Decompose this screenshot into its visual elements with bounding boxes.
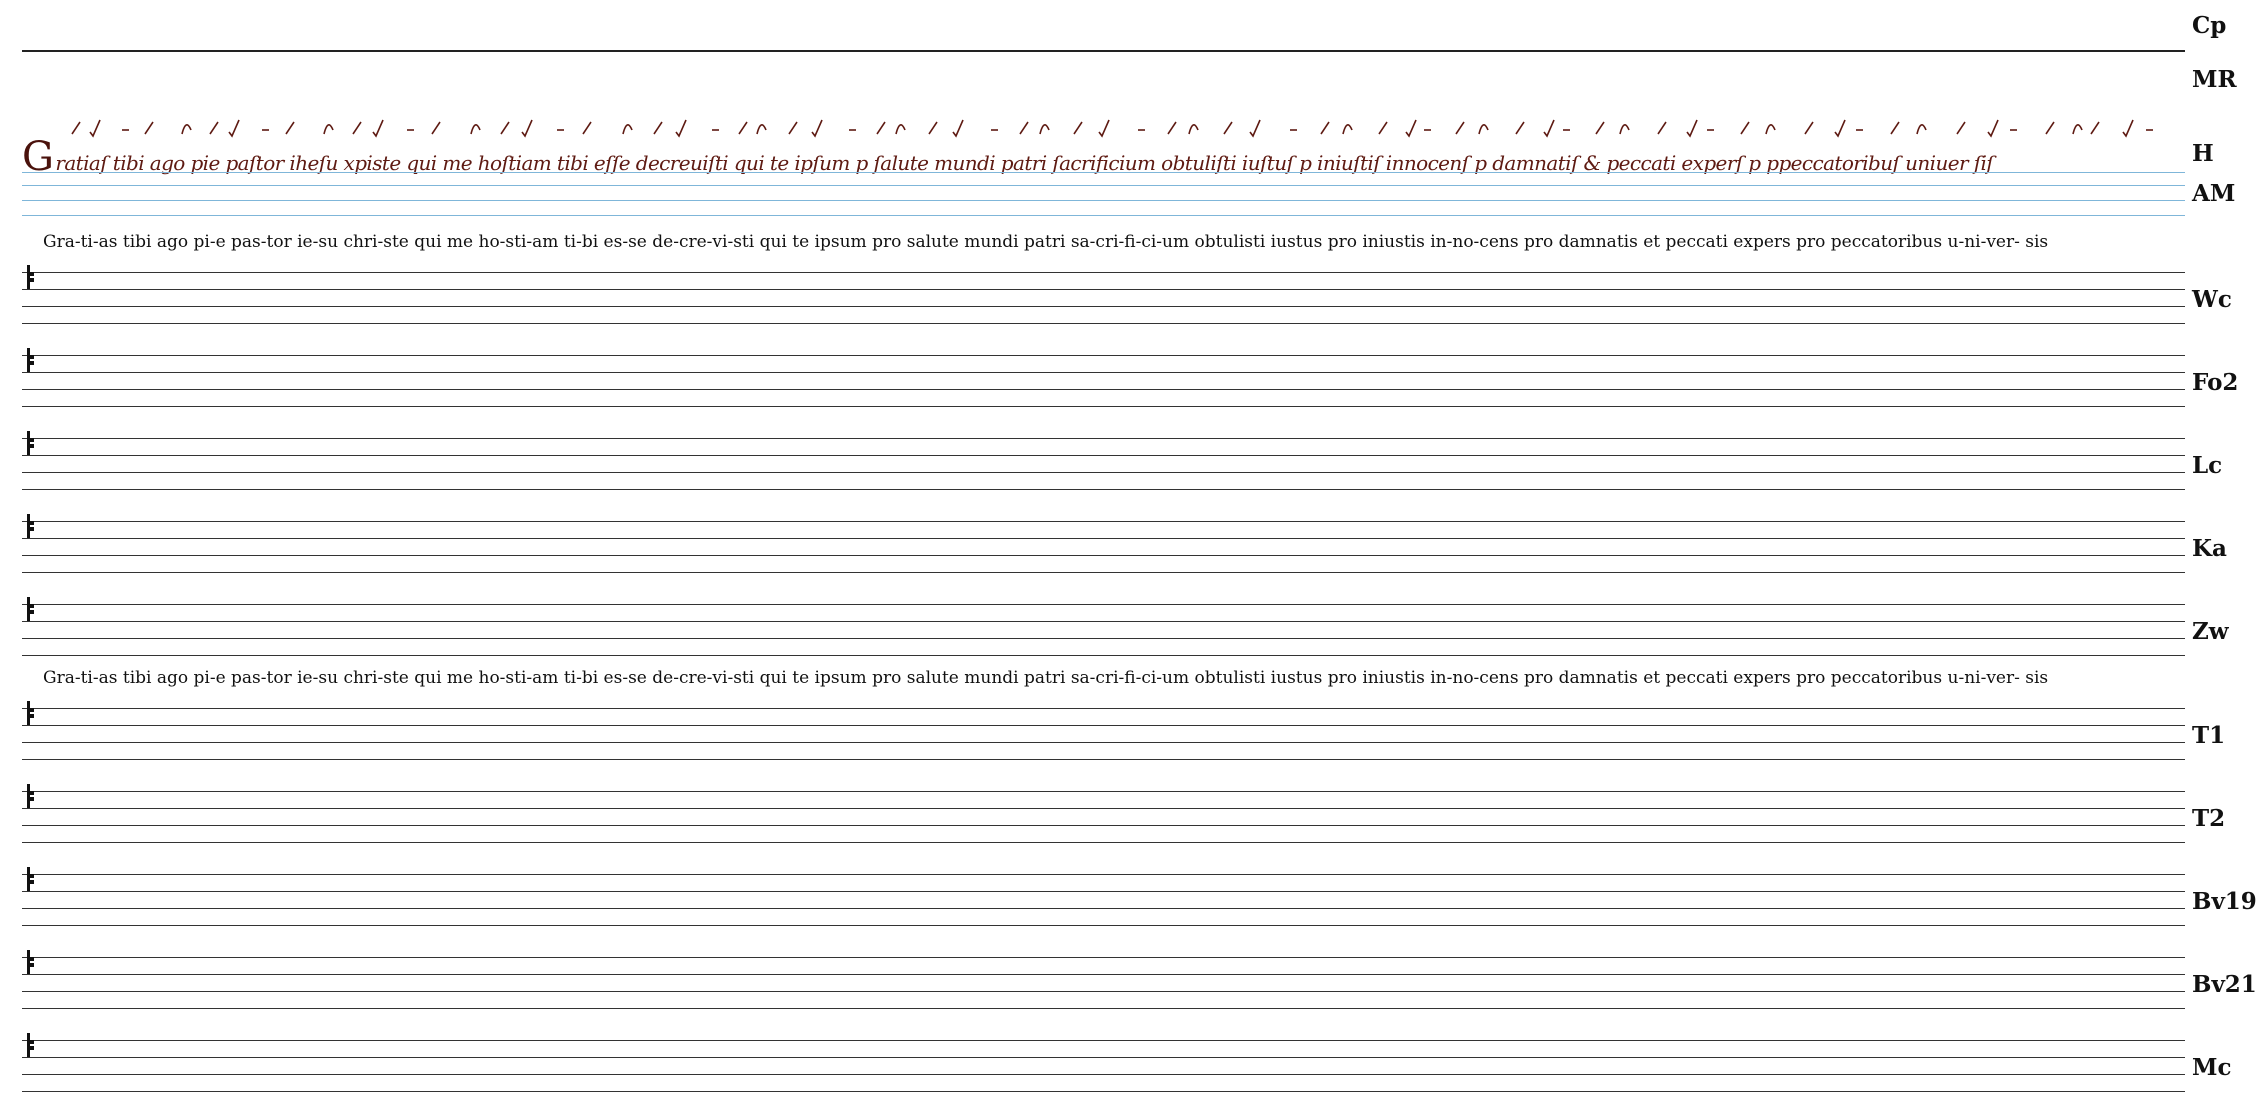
manuscript-initial: G (22, 134, 54, 180)
neume-mark (1917, 125, 1926, 134)
siglum-wc: Wc (2192, 286, 2232, 313)
neume-mark (353, 122, 361, 134)
siglum-am: AM (2192, 180, 2236, 207)
staff-line (22, 759, 2185, 760)
neume-mark (877, 122, 885, 134)
staff-line (22, 1057, 2185, 1058)
neume-mark (1020, 122, 1028, 134)
staff-bv21 (22, 947, 2185, 1017)
neume-mark (929, 122, 937, 134)
lyrics-row-1: Gra-ti-as tibi ago pi-e pas-tor ie-su chri-ste qui me ho-sti-am ti-bi es-se de-cre-vi-sti qui te ipsum pro salute mundi patri sa-cri-fi-ci-um obtulisti iustus pro iniustis in-no-cens pro damnatis et peccati expers pro peccatoribus u-ni-ver- sis (43, 232, 2049, 252)
neume-mark (1891, 122, 1899, 134)
neume-mark (654, 122, 662, 134)
siglum-lc: Lc (2192, 452, 2223, 479)
neume-mark (1168, 122, 1176, 134)
staff-line (22, 355, 2185, 356)
neume-mark (1189, 125, 1198, 134)
staff-line (22, 438, 2185, 439)
neume-mark (1224, 122, 1232, 134)
staff-lc (22, 428, 2185, 498)
staff-line (22, 306, 2185, 307)
neume-mark (1343, 125, 1352, 134)
neume-mark (210, 122, 218, 134)
staff-mc (22, 1030, 2185, 1100)
cp-empty-rule (22, 50, 2185, 52)
neume-mark (1516, 122, 1524, 134)
staff-line (22, 742, 2185, 743)
staff-line (22, 472, 2185, 473)
staff-line (22, 521, 2185, 522)
c-clef-icon (25, 949, 35, 975)
c-clef-icon (25, 700, 35, 726)
siglum-mr: MR (2192, 66, 2237, 93)
siglum-t1: T1 (2192, 722, 2226, 749)
staff-line (22, 925, 2185, 926)
staff-line (22, 874, 2185, 875)
guide-line (22, 172, 2185, 173)
neume-mark (1379, 122, 1387, 134)
staff-line (22, 621, 2185, 622)
c-clef-icon (25, 430, 35, 456)
staff-line (22, 1074, 2185, 1075)
staff-line (22, 655, 2185, 656)
neume-mark (1766, 125, 1775, 134)
guide-line (22, 200, 2185, 201)
staff-line (22, 725, 2185, 726)
neume-mark (1741, 122, 1749, 134)
neume-mark (1479, 125, 1488, 134)
manuscript-text (22, 134, 2185, 180)
staff-line (22, 406, 2185, 407)
neume-mark (896, 125, 905, 134)
staff-line (22, 272, 2185, 273)
staff-ka (22, 511, 2185, 581)
staff-line (22, 323, 2185, 324)
staff-line (22, 825, 2185, 826)
staff-t1 (22, 698, 2185, 768)
neume-mark (182, 125, 191, 134)
c-clef-icon (25, 783, 35, 809)
siglum-cp: Cp (2192, 12, 2227, 39)
staff-line (22, 1040, 2185, 1041)
staff-line (22, 991, 2185, 992)
neume-mark (1074, 122, 1082, 134)
neume-mark (72, 122, 80, 134)
staff-fo2 (22, 345, 2185, 415)
neume-mark (1040, 125, 1049, 134)
staff-wc (22, 262, 2185, 332)
neume-mark (739, 122, 747, 134)
staff-zw (22, 594, 2185, 664)
staff-line (22, 842, 2185, 843)
neume-mark (286, 122, 294, 134)
neume-mark (1957, 122, 1965, 134)
staff-line (22, 638, 2185, 639)
neume-mark (2091, 122, 2099, 134)
manuscript-image-strip (22, 110, 2185, 180)
neume-mark (324, 125, 333, 134)
staff-line (22, 489, 2185, 490)
c-clef-icon (25, 596, 35, 622)
neume-mark (471, 125, 480, 134)
staff-line (22, 289, 2185, 290)
neume-mark (1658, 122, 1666, 134)
manuscript-line: ratiaſ tibi ago pie paſtor iheſu xpiste qui me hoſtiam tibi eſſe decreuiſti qui te ipſum p ſalute mundi patri ſacrificium obtuliſti iuſtuſ p iniuſtiſ innocenſ p damnatiſ & peccati experſ p ppeccatoribuſ uniuer ſiſ (55, 151, 1994, 175)
staff-line (22, 908, 2185, 909)
staff-line (22, 1091, 2185, 1092)
c-clef-icon (25, 513, 35, 539)
neume-mark (583, 122, 591, 134)
siglum-mc: Mc (2192, 1054, 2232, 1081)
neume-mark (1596, 122, 1604, 134)
neume-mark (1456, 122, 1464, 134)
staff-line (22, 372, 2185, 373)
siglum-zw: Zw (2192, 618, 2229, 645)
staff-line (22, 708, 2185, 709)
staff-line (22, 974, 2185, 975)
siglum-h: H (2192, 140, 2214, 167)
neume-mark (145, 122, 153, 134)
staff-t2 (22, 781, 2185, 851)
staff-line (22, 555, 2185, 556)
siglum-bv19: Bv19 (2192, 888, 2257, 915)
staff-line (22, 572, 2185, 573)
neume-mark (757, 125, 766, 134)
lyrics-row-2: Gra-ti-as tibi ago pi-e pas-tor ie-su chri-ste qui me ho-sti-am ti-bi es-se de-cre-vi-sti qui te ipsum pro salute mundi patri sa-cri-fi-ci-um obtulisti iustus pro iniustis in-no-cens pro damnatis et peccati expers pro peccatoribus u-ni-ver- sis (43, 668, 2049, 688)
staff-line (22, 455, 2185, 456)
siglum-ka: Ka (2192, 535, 2227, 562)
neume-mark (1321, 122, 1329, 134)
neume-mark (501, 122, 509, 134)
siglum-t2: T2 (2192, 805, 2226, 832)
neume-mark (2046, 122, 2054, 134)
neume-mark (1620, 125, 1629, 134)
neume-mark (2073, 125, 2082, 134)
guide-line (22, 185, 2185, 186)
staff-line (22, 957, 2185, 958)
staff-line (22, 604, 2185, 605)
c-clef-icon (25, 1032, 35, 1058)
neume-mark (1805, 122, 1813, 134)
c-clef-icon (25, 866, 35, 892)
staff-line (22, 808, 2185, 809)
guide-line (22, 215, 2185, 216)
staff-line (22, 538, 2185, 539)
staff-line (22, 1008, 2185, 1009)
neume-mark (623, 125, 632, 134)
staff-line (22, 791, 2185, 792)
siglum-bv21: Bv21 (2192, 971, 2257, 998)
siglum-fo2: Fo2 (2192, 369, 2239, 396)
staff-line (22, 891, 2185, 892)
c-clef-icon (25, 347, 35, 373)
neume-mark (789, 122, 797, 134)
staff-line (22, 389, 2185, 390)
neume-mark (432, 122, 440, 134)
staff-bv19 (22, 864, 2185, 934)
c-clef-icon (25, 264, 35, 290)
